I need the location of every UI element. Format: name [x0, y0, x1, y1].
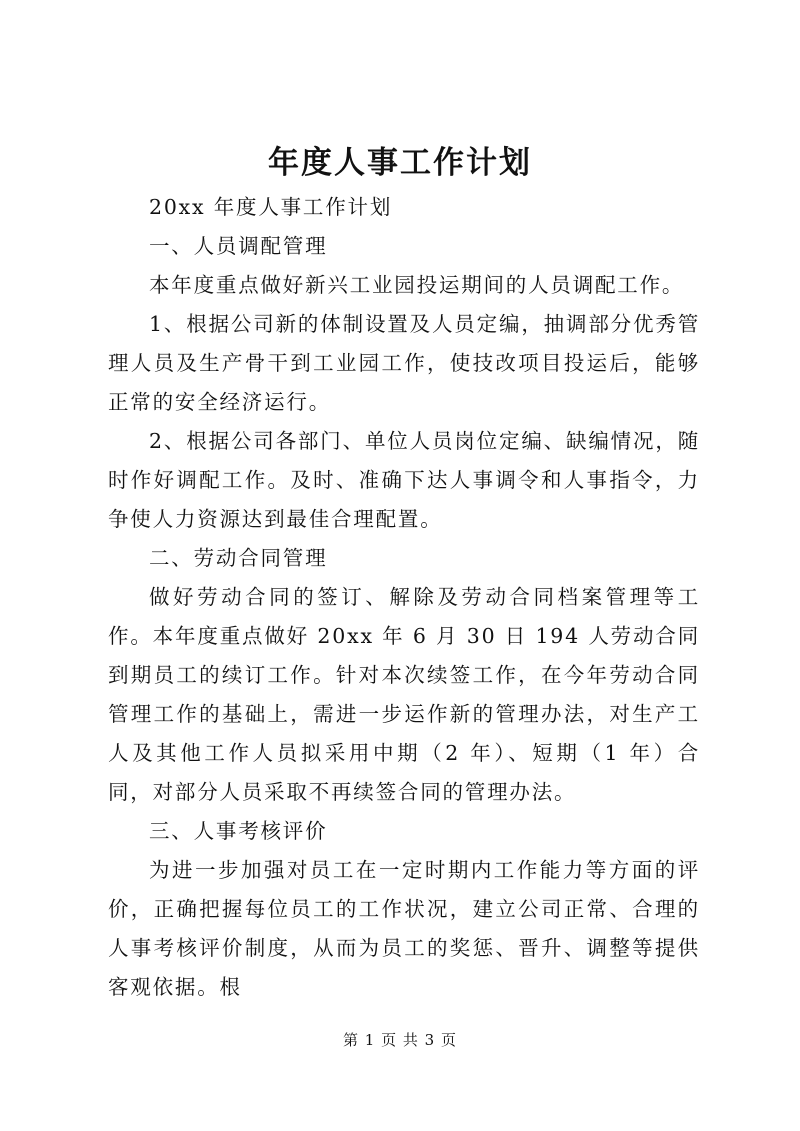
paragraph: 本年度重点做好新兴工业园投运期间的人员调配工作。	[149, 273, 685, 297]
paragraph: 为进一步加强对员工在一定时期内工作能力等方面的评价，正确把握每位员工的工作状况，建立公司正常、合理的人事考核评价制度，从而为员工的奖惩、晋升、调整等提供客观依据。根	[108, 858, 700, 999]
paragraph: 做好劳动合同的签订、解除及劳动合同档案管理等工作。本年度重点做好 20xx 年 6 月 30 日 194 人劳动合同到期员工的续订工作。针对本次续签工作，在今年劳动合同管理工作的基础上，需进一步运作新的管理办法，对生产工人及其他工作人员拟采用中期（2 年）、短期（1 年）合同，对部分人员采取不再续签合同的管理办法。	[108, 585, 700, 804]
paragraph: 20xx 年度人事工作计划	[149, 195, 393, 219]
document-title: 年度人事工作计划	[268, 145, 532, 181]
page-footer: 第 1 页 共 3 页	[343, 1031, 457, 1049]
section-heading: 二、劳动合同管理	[149, 546, 328, 570]
section-heading: 三、人事考核评价	[149, 819, 328, 843]
section-heading: 一、人员调配管理	[149, 234, 328, 258]
document-body	[108, 188, 700, 1007]
paragraph: 2、根据公司各部门、单位人员岗位定编、缺编情况，随时作好调配工作。及时、准确下达人事调令和人事指令，力争使人力资源达到最佳合理配置。	[108, 429, 700, 531]
paragraph: 1、根据公司新的体制设置及人员定编，抽调部分优秀管理人员及生产骨干到工业园工作，使技改项目投运后，能够正常的安全经济运行。	[108, 312, 700, 414]
